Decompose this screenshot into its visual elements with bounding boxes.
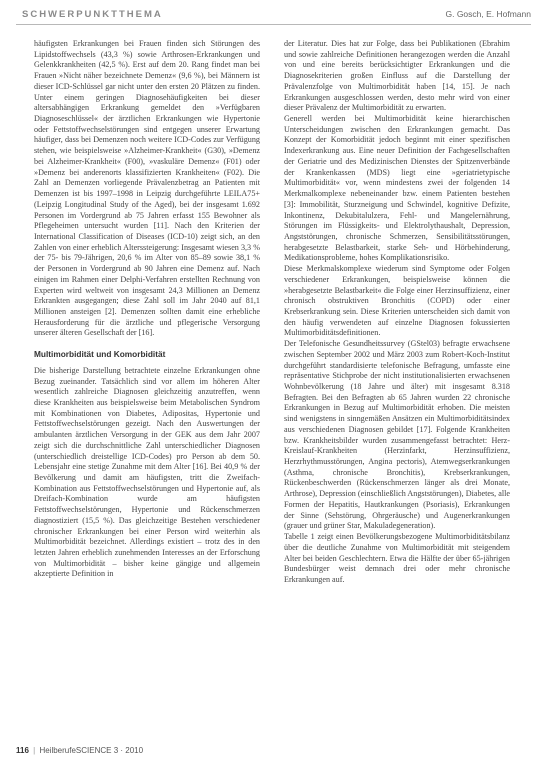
right-paragraph-3: Diese Merkmalskomplexe wiederum sind Symptome oder Folgen verschiedener Erkrankungen, beispielsweise können die »herabgesetzte Belastbarkeit« die Folge einer Herzinsuffizienz, einer chronisch obstruktiven Bronchitis (COPD) oder einer Krebserkrankung sein. Diese Kriterien unterscheiden sich damit von den häufig verwendeten auf einzelne Diagnosen fokussierten Multimorbiditätsdefinitionen. [284, 264, 510, 338]
running-header [0, 0, 547, 30]
journal-name: HeilberufeSCIENCE 3 · 2010 [39, 746, 144, 755]
right-paragraph-2: Generell werden bei Multimorbidität keine hierarchischen Unterscheidungen zwischen den Erkrankungen gemacht. Das Konzept der Komorbidität jedoch beginnt mit einer spezifischen Indexerkrankung aus. Eine neuer Definition der Fachgesellschaften der Geriatrie und des Medizinischen Dienstes der Spitzenverbände der Krankenkassen (MDS) liegt eine »geriatrietypische Multimorbidität« vor, wenn mindestens zwei der folgenden 14 Merkmalkomplexe nebeneinander bzw. einem Patienten bestehen [3]: Immobilität, Sturzneigung und Schwindel, kognitive Defizite, Inkontinenz, Dekubitalulzera, Fehl- und Mangelernährung, Störungen im Flüssigkeits- und Elektrolythaushalt, Depression, Angststörungen, chronische Schmerzen, Sensibilitätsstörungen, herabgesetzte Belastbarkeit, starke Seh- und Hörbehinderung, Medikationsprobleme, hohes Komplikationsrisiko. [284, 114, 510, 263]
footer-separator: | [33, 746, 36, 755]
left-column [34, 39, 260, 580]
section-title: SCHWERPUNKTTHEMA [22, 9, 163, 20]
page-number: 116 [16, 746, 29, 755]
header-rule [16, 24, 531, 25]
right-column [284, 39, 510, 586]
header-authors: G. Gosch, E. Hofmann [445, 9, 531, 19]
left-paragraph-2: Die bisherige Darstellung betrachtete einzelne Erkrankungen ohne Bezug zueinander. Tatsächlich sind vor allem im höheren Alter wesentlich zahlreiche Diagnosen gleichzeitig anzutreffen, wenn diese Krankheiten aus beispielsweise beim Metabolischen Syndrom mit Kombinationen von Diabetes, Adipositas, Hypertonie und Fettstoffwechselstörungen gezeigt. Nach den Auswertungen der ambulanten ärztlichen Versorgung in der GEK aus dem Jahr 2007 zeigt sich die durchschnittliche Zahl unterschiedlicher Diagnosen (unterschiedlich dreistellige ICD-Codes) pro Person ab dem 50. Lebensjahr eine stetige Zunahme mit dem Alter [16]. Bei 40,9 % der Bevölkerung und damit am häufigsten, tritt die Zweifach-Kombination aus Fettstoffwechselstörungen und Hypertonie auf, als Dreifach-Kombination wurde am häufigsten Fettstoffwechselstörungen, Hypertonie und Rückenschmerzen diagnostiziert (15,5 %). Das gleichzeitige Bestehen verschiedener chronischer Erkrankungen bei einer Person wird weiterhin als Multimorbidität bezeichnet. Allerdings existiert – trotz des in den letzten Jahren erheblich zunehmenden Interesses an der Erforschung von Multimorbidität – bisher keine gängige und allgemein akzeptierte Definition in [34, 365, 260, 579]
left-paragraph-1: häufigsten Erkrankungen bei Frauen finden sich Störungen des Lipidstoffwechsels (43,3 %) sowie Arthrosen-Erkrankungen und Gelenkkrankheiten (42,5 %). Erst auf dem 20. Rang findet man bei Frauen »Nicht näher bezeichnete Demenz« (9,6 %), bei Männern ist dieser ICD-Schlüssel gar nicht unter den ersten 20 Plätzen zu finden. Unter einem geringen Diagnosehäufigkeiten bei dieser altersabhängigen Erkrankung gemeldet den »Verfügbaren Diagnoseschlüssel« der ärztlichen Erkrankungen wie Hypertonie oder Fettstoffwechselstörungen sind entgegen unserer Erwartung häufiger, dass bei Demenzen noch weitere ICD-Codes zur Verfügung stehen, wie beispielsweise »Alzheimer-Krankheit« (G30), »Demenz bei Alzheimer-Krankheit« (F00), »vaskuläre Demenz« (F01) oder »Demenz bei anderenorts klassifizierten Krankheiten« (F02). Die Zahl an Demenzen vorliegende Prävalenzbetrag an Patienten mit Demenzen ist bis 1997–1998 in Leipzig durchgeführte LEILA75+ (Leipzig Longitudinal Study of the Aged), bei der insgesamt 1.692 Personen im Vordergrund ab 75 Jahren erfasst 155 Bewohner als Pflegeheimen untersucht wurden [11]. Nach den Kriterien der International Classification of Diseases (ICD-10) zeigt sich, an den Zahlen von einer erheblich Alterssteigerung: Insgesamt wiesen 3,3 % der 75- bis 79-Jährigen, 20,6 % im Alter von 85–89 sowie 38,1 % der Personen in Vordergrund ab 90 Jahren eine Demenz auf. Nach einigen im Rahmen einer Delphi-Verfahren erstellten Rechnung von Experten wird weltweit von insgesamt 24,3 Millionen an Demenz Erkrankten ausgegangen; diese Zahl soll im Jahr 2040 auf 81,1 Millionen ansteigen [2]. Demenzen sollten damit eine erhebliche Herausforderung für die ärztliche und pflegerische Versorgung unserer älteren Gesellschaft der [16]. [34, 39, 260, 338]
right-paragraph-1: der Literatur. Dies hat zur Folge, dass bei Publikationen (Ebrahim und sowie zahlreiche Definitionen herangezogen werden die Anzahl von und eine bereits berücksichtigter Erkrankungen und die Diagnosekriterien großen Einfluss auf die Darstellung der Prävalenzfolge von Multimorbidität haben [14, 15]. Je nach Erkrankungen ausgeschlossen werden, desto mehr wird von einer dieser Prävalenz der Multimorbidität zu erwarten. [284, 39, 510, 113]
section-heading-multimorbidity: Multimorbidität und Komorbidität [34, 349, 166, 360]
page-footer [16, 746, 143, 755]
right-paragraph-4: Der Telefonische Gesundheitssurvey (GStel03) befragte erwachsene zwischen September 2002 und März 2003 zum Robert-Koch-Institut durchgeführt standardisierte telefonische Befragung, umfasste eine repräsentative Stichprobe der nicht institutionalisierten erwachsenen Wohnbevölkerung (18 Jahre und älter) mit insgesamt 8.318 Befragten. Bei den Befragten ab 65 Jahren wurden 22 chronische Erkrankungen in Bezug auf Multimorbidität erhoben. Die meisten sind wenigstens in sinngemäßen Ansätzen ein Multimorbiditätsindex aus verschiedenen Diagnosen gebildet [17]. Folgende Krankheiten bzw. Krankheitsbilder wurden zusammengefasst betrachtet: Herz-Kreislauf-Krankheiten (Herzinfarkt, Herzinsuffizienz, Herzrhythmusstörungen, Angina pectoris), Atemwegserkrankungen (Asthma, chronische Bronchitis), Krebserkrankungen, Rückenbeschwerden (Rückenschmerzen länger als drei Monate, Arthrose), Depression (einschließlich Angststörungen), Diabetes, alle Formen der Hepatitis, Hautkrankungen (Psoriasis), Erkrankungen der Sinne (Sehstörung, Ohrgeräusche) und Augenerkrankungen (grauer und grüner Star, Makuladegeneration). [284, 339, 510, 531]
right-paragraph-5: Tabelle 1 zeigt einen Bevölkerungsbezogene Multimorbiditätsbilanz über die deutliche Zunahme von Multimorbidität mit steigendem Alter bei beiden Geschlechtern. Etwa die Hälfte der über 65-jährigen Bundesbürger weist demnach drei oder mehr chronische Erkrankungen auf. [284, 532, 510, 584]
